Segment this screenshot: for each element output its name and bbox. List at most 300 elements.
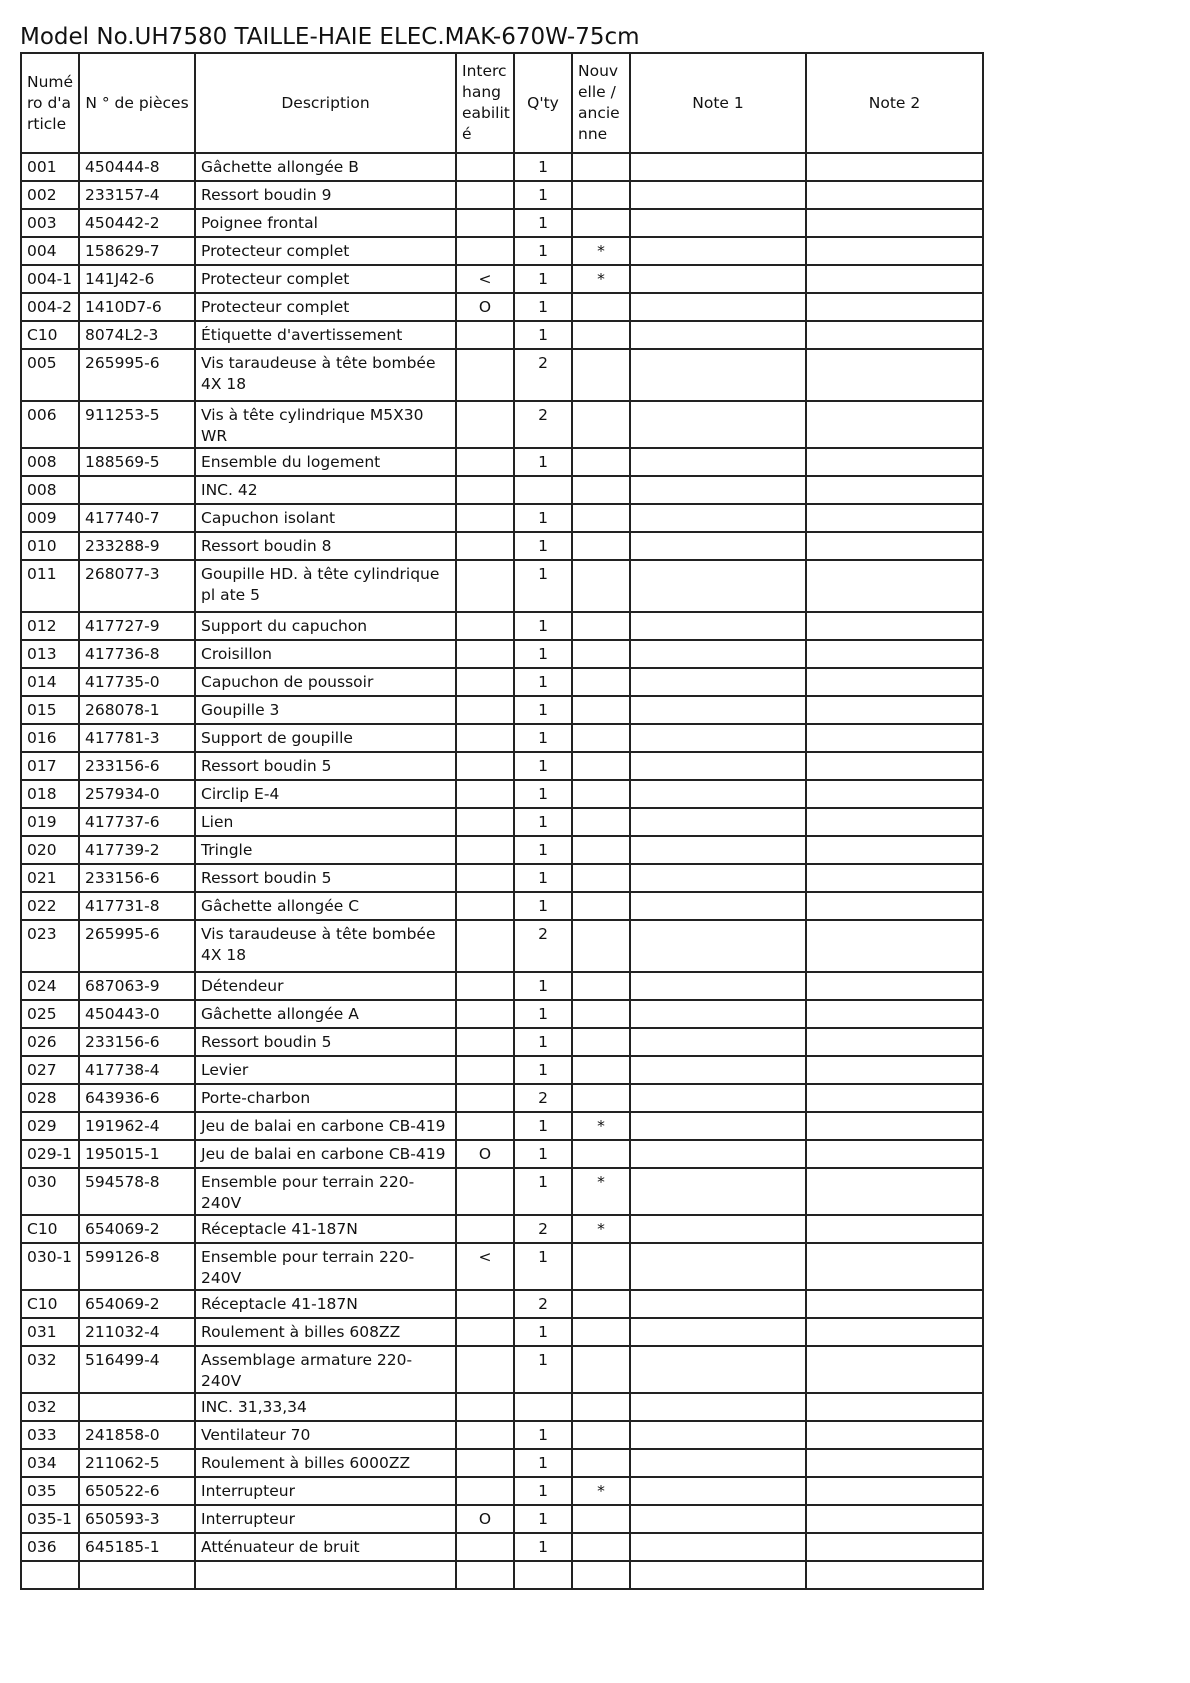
table-row xyxy=(21,209,983,237)
qty-cell: 1 xyxy=(514,1168,572,1215)
item-no-cell: 030 xyxy=(21,1168,79,1215)
item-no-cell: 031 xyxy=(21,1318,79,1346)
note-1-cell xyxy=(630,640,806,668)
description-cell: Protecteur complet xyxy=(195,237,456,265)
table-row xyxy=(21,1318,983,1346)
item-no-cell: 011 xyxy=(21,560,79,612)
note-1-cell xyxy=(630,349,806,401)
interchangeability-cell xyxy=(456,476,514,504)
part-no-cell: 233156-6 xyxy=(79,864,195,892)
qty-cell: 2 xyxy=(514,349,572,401)
qty-cell: 1 xyxy=(514,1533,572,1561)
note-2-cell xyxy=(806,153,983,181)
note-2-cell xyxy=(806,293,983,321)
table-row xyxy=(21,504,983,532)
interchangeability-cell: O xyxy=(456,293,514,321)
note-1-cell xyxy=(630,1084,806,1112)
new-old-cell xyxy=(572,1505,630,1533)
note-2-cell xyxy=(806,1290,983,1318)
note-1-cell xyxy=(630,1505,806,1533)
note-2-cell xyxy=(806,640,983,668)
item-no-cell: 029 xyxy=(21,1112,79,1140)
qty-cell: 2 xyxy=(514,401,572,448)
table-row xyxy=(21,1215,983,1243)
new-old-cell xyxy=(572,724,630,752)
table-row xyxy=(21,448,983,476)
interchangeability-cell xyxy=(456,153,514,181)
part-no-cell: 265995-6 xyxy=(79,349,195,401)
new-old-cell xyxy=(572,1533,630,1561)
interchangeability-cell: O xyxy=(456,1140,514,1168)
table-row xyxy=(21,237,983,265)
new-old-cell xyxy=(572,153,630,181)
new-old-cell xyxy=(572,920,630,972)
item-no-cell: 008 xyxy=(21,448,79,476)
interchangeability-cell xyxy=(456,972,514,1000)
item-no-cell: 029-1 xyxy=(21,1140,79,1168)
qty-cell: 1 xyxy=(514,668,572,696)
empty-cell xyxy=(630,1561,806,1589)
table-row xyxy=(21,836,983,864)
qty-cell: 1 xyxy=(514,1505,572,1533)
new-old-cell xyxy=(572,1028,630,1056)
note-2-cell xyxy=(806,612,983,640)
description-cell: Atténuateur de bruit xyxy=(195,1533,456,1561)
qty-cell: 1 xyxy=(514,640,572,668)
item-no-cell: 012 xyxy=(21,612,79,640)
item-no-cell: 021 xyxy=(21,864,79,892)
qty-cell: 1 xyxy=(514,1140,572,1168)
interchangeability-cell xyxy=(456,181,514,209)
part-no-cell: 195015-1 xyxy=(79,1140,195,1168)
interchangeability-cell: < xyxy=(456,1243,514,1290)
part-no-cell: 8074L2-3 xyxy=(79,321,195,349)
qty-cell: 1 xyxy=(514,864,572,892)
qty-cell: 1 xyxy=(514,1000,572,1028)
table-row xyxy=(21,612,983,640)
item-no-cell: 030-1 xyxy=(21,1243,79,1290)
note-1-cell xyxy=(630,237,806,265)
interchangeability-cell xyxy=(456,668,514,696)
part-no-cell: 141J42-6 xyxy=(79,265,195,293)
interchangeability-cell xyxy=(456,560,514,612)
new-old-cell xyxy=(572,532,630,560)
new-old-cell xyxy=(572,836,630,864)
note-2-cell xyxy=(806,1215,983,1243)
new-old-cell xyxy=(572,752,630,780)
part-no-cell xyxy=(79,476,195,504)
note-2-cell xyxy=(806,1421,983,1449)
item-no-cell: 015 xyxy=(21,696,79,724)
part-no-cell: 911253-5 xyxy=(79,401,195,448)
description-cell: INC. 31,33,34 xyxy=(195,1393,456,1421)
note-2-cell xyxy=(806,808,983,836)
note-2-cell xyxy=(806,920,983,972)
item-no-cell: 013 xyxy=(21,640,79,668)
new-old-cell xyxy=(572,1084,630,1112)
table-row xyxy=(21,1477,983,1505)
table-row xyxy=(21,1449,983,1477)
description-cell: Ressort boudin 5 xyxy=(195,1028,456,1056)
empty-cell xyxy=(514,1561,572,1589)
interchangeability-cell xyxy=(456,724,514,752)
part-no-cell: 191962-4 xyxy=(79,1112,195,1140)
note-2-cell xyxy=(806,836,983,864)
item-no-cell: 033 xyxy=(21,1421,79,1449)
note-1-cell xyxy=(630,1533,806,1561)
item-no-cell: 035-1 xyxy=(21,1505,79,1533)
note-2-cell xyxy=(806,1084,983,1112)
note-1-cell xyxy=(630,209,806,237)
interchangeability-cell xyxy=(456,1421,514,1449)
cutoff-row xyxy=(21,1561,983,1589)
item-no-cell: 023 xyxy=(21,920,79,972)
description-cell: Levier xyxy=(195,1056,456,1084)
note-2-cell xyxy=(806,1505,983,1533)
qty-cell: 1 xyxy=(514,1112,572,1140)
interchangeability-cell xyxy=(456,1477,514,1505)
qty-cell: 1 xyxy=(514,808,572,836)
interchangeability-cell xyxy=(456,864,514,892)
description-cell: Ressort boudin 9 xyxy=(195,181,456,209)
table-row xyxy=(21,1112,983,1140)
table-row xyxy=(21,1168,983,1215)
note-1-cell xyxy=(630,1477,806,1505)
note-2-cell xyxy=(806,1140,983,1168)
new-old-cell xyxy=(572,1421,630,1449)
interchangeability-cell xyxy=(456,237,514,265)
interchangeability-cell xyxy=(456,1533,514,1561)
new-old-cell xyxy=(572,209,630,237)
note-1-cell xyxy=(630,836,806,864)
table-row xyxy=(21,972,983,1000)
description-cell: Capuchon de poussoir xyxy=(195,668,456,696)
part-no-cell: 188569-5 xyxy=(79,448,195,476)
note-1-cell xyxy=(630,265,806,293)
interchangeability-cell xyxy=(456,532,514,560)
note-1-cell xyxy=(630,448,806,476)
item-no-cell: 022 xyxy=(21,892,79,920)
qty-cell: 1 xyxy=(514,265,572,293)
note-2-cell xyxy=(806,1346,983,1393)
table-row xyxy=(21,1243,983,1290)
new-old-cell: * xyxy=(572,265,630,293)
qty-cell: 1 xyxy=(514,612,572,640)
interchangeability-cell xyxy=(456,349,514,401)
note-2-cell xyxy=(806,1318,983,1346)
note-1-cell xyxy=(630,1000,806,1028)
empty-cell xyxy=(572,1561,630,1589)
qty-cell: 1 xyxy=(514,504,572,532)
qty-cell xyxy=(514,1393,572,1421)
qty-cell: 1 xyxy=(514,293,572,321)
part-no-cell: 268078-1 xyxy=(79,696,195,724)
qty-cell: 1 xyxy=(514,321,572,349)
note-1-cell xyxy=(630,808,806,836)
interchangeability-cell: O xyxy=(456,1505,514,1533)
part-no-cell: 417781-3 xyxy=(79,724,195,752)
note-2-cell xyxy=(806,560,983,612)
description-cell: Jeu de balai en carbone CB-419 xyxy=(195,1140,456,1168)
item-no-cell: 017 xyxy=(21,752,79,780)
description-cell: Lien xyxy=(195,808,456,836)
note-2-cell xyxy=(806,349,983,401)
interchangeability-cell xyxy=(456,1215,514,1243)
note-2-cell xyxy=(806,1533,983,1561)
table-row xyxy=(21,1505,983,1533)
note-2-cell xyxy=(806,724,983,752)
qty-cell: 1 xyxy=(514,532,572,560)
description-cell: Roulement à billes 608ZZ xyxy=(195,1318,456,1346)
empty-cell xyxy=(79,1561,195,1589)
part-no-cell: 417740-7 xyxy=(79,504,195,532)
table-row xyxy=(21,265,983,293)
description-cell: Étiquette d'avertissement xyxy=(195,321,456,349)
description-cell: Assemblage armature 220-240V xyxy=(195,1346,456,1393)
qty-cell: 1 xyxy=(514,237,572,265)
new-old-cell: * xyxy=(572,1477,630,1505)
qty-cell: 1 xyxy=(514,752,572,780)
new-old-cell xyxy=(572,1243,630,1290)
item-no-cell: 009 xyxy=(21,504,79,532)
interchangeability-cell xyxy=(456,696,514,724)
new-old-cell: * xyxy=(572,237,630,265)
note-2-cell xyxy=(806,504,983,532)
description-cell: Support de goupille xyxy=(195,724,456,752)
note-1-cell xyxy=(630,1290,806,1318)
new-old-cell xyxy=(572,612,630,640)
new-old-cell xyxy=(572,560,630,612)
note-2-cell xyxy=(806,696,983,724)
header-part-no: N ° de pièces xyxy=(79,53,195,153)
qty-cell xyxy=(514,476,572,504)
qty-cell: 2 xyxy=(514,920,572,972)
interchangeability-cell xyxy=(456,504,514,532)
note-1-cell xyxy=(630,724,806,752)
new-old-cell: * xyxy=(572,1215,630,1243)
note-2-cell xyxy=(806,972,983,1000)
item-no-cell: 028 xyxy=(21,1084,79,1112)
part-no-cell: 211062-5 xyxy=(79,1449,195,1477)
description-cell: Vis taraudeuse à tête bombée 4X 18 xyxy=(195,920,456,972)
note-2-cell xyxy=(806,1112,983,1140)
part-no-cell: 257934-0 xyxy=(79,780,195,808)
item-no-cell: 006 xyxy=(21,401,79,448)
note-2-cell xyxy=(806,1056,983,1084)
new-old-cell xyxy=(572,1056,630,1084)
table-row xyxy=(21,1290,983,1318)
item-no-cell: 020 xyxy=(21,836,79,864)
note-1-cell xyxy=(630,321,806,349)
new-old-cell xyxy=(572,181,630,209)
table-row xyxy=(21,1056,983,1084)
interchangeability-cell xyxy=(456,1168,514,1215)
qty-cell: 1 xyxy=(514,1318,572,1346)
part-no-cell: 211032-4 xyxy=(79,1318,195,1346)
new-old-cell xyxy=(572,476,630,504)
table-row xyxy=(21,560,983,612)
part-no-cell: 233288-9 xyxy=(79,532,195,560)
table-row xyxy=(21,1000,983,1028)
table-row xyxy=(21,181,983,209)
qty-cell: 2 xyxy=(514,1084,572,1112)
table-row xyxy=(21,892,983,920)
part-no-cell: 417738-4 xyxy=(79,1056,195,1084)
header-description: Description xyxy=(195,53,456,153)
table-row xyxy=(21,1084,983,1112)
part-no-cell: 450443-0 xyxy=(79,1000,195,1028)
interchangeability-cell xyxy=(456,836,514,864)
table-row xyxy=(21,724,983,752)
description-cell: Gâchette allongée B xyxy=(195,153,456,181)
part-no-cell: 650593-3 xyxy=(79,1505,195,1533)
part-no-cell: 516499-4 xyxy=(79,1346,195,1393)
description-cell: Capuchon isolant xyxy=(195,504,456,532)
qty-cell: 1 xyxy=(514,153,572,181)
new-old-cell xyxy=(572,1393,630,1421)
item-no-cell: 027 xyxy=(21,1056,79,1084)
header-note-2: Note 2 xyxy=(806,53,983,153)
description-cell: Ensemble pour terrain 220-240V xyxy=(195,1243,456,1290)
qty-cell: 1 xyxy=(514,780,572,808)
item-no-cell: 025 xyxy=(21,1000,79,1028)
interchangeability-cell xyxy=(456,1028,514,1056)
description-cell: Interrupteur xyxy=(195,1505,456,1533)
note-1-cell xyxy=(630,920,806,972)
note-1-cell xyxy=(630,696,806,724)
description-cell: Protecteur complet xyxy=(195,293,456,321)
note-1-cell xyxy=(630,892,806,920)
interchangeability-cell xyxy=(456,1056,514,1084)
table-row xyxy=(21,476,983,504)
note-1-cell xyxy=(630,1421,806,1449)
note-1-cell xyxy=(630,1168,806,1215)
item-no-cell: 004-1 xyxy=(21,265,79,293)
qty-cell: 1 xyxy=(514,1421,572,1449)
new-old-cell xyxy=(572,1449,630,1477)
item-no-cell: 002 xyxy=(21,181,79,209)
header-qty: Q'ty xyxy=(514,53,572,153)
item-no-cell: 036 xyxy=(21,1533,79,1561)
note-1-cell xyxy=(630,668,806,696)
note-1-cell xyxy=(630,1393,806,1421)
note-2-cell xyxy=(806,1243,983,1290)
part-no-cell: 417735-0 xyxy=(79,668,195,696)
note-1-cell xyxy=(630,504,806,532)
new-old-cell xyxy=(572,448,630,476)
qty-cell: 1 xyxy=(514,209,572,237)
interchangeability-cell xyxy=(456,448,514,476)
item-no-cell: C10 xyxy=(21,1215,79,1243)
item-no-cell: 016 xyxy=(21,724,79,752)
new-old-cell xyxy=(572,696,630,724)
interchangeability-cell xyxy=(456,920,514,972)
table-row xyxy=(21,864,983,892)
qty-cell: 1 xyxy=(514,448,572,476)
empty-cell xyxy=(456,1561,514,1589)
new-old-cell xyxy=(572,1290,630,1318)
table-row xyxy=(21,808,983,836)
new-old-cell xyxy=(572,668,630,696)
note-1-cell xyxy=(630,972,806,1000)
qty-cell: 1 xyxy=(514,181,572,209)
new-old-cell xyxy=(572,640,630,668)
note-1-cell xyxy=(630,612,806,640)
header-interchangeability: Interc hang eabilit é xyxy=(456,53,514,153)
note-1-cell xyxy=(630,1346,806,1393)
item-no-cell: 004-2 xyxy=(21,293,79,321)
table-row xyxy=(21,1140,983,1168)
new-old-cell: * xyxy=(572,1168,630,1215)
note-1-cell xyxy=(630,1028,806,1056)
qty-cell: 1 xyxy=(514,972,572,1000)
description-cell: Circlip E-4 xyxy=(195,780,456,808)
item-no-cell: 032 xyxy=(21,1393,79,1421)
part-no-cell: 417737-6 xyxy=(79,808,195,836)
table-row xyxy=(21,1393,983,1421)
table-row xyxy=(21,640,983,668)
table-row xyxy=(21,401,983,448)
description-cell: Goupille 3 xyxy=(195,696,456,724)
new-old-cell xyxy=(572,293,630,321)
part-no-cell: 417739-2 xyxy=(79,836,195,864)
table-row xyxy=(21,532,983,560)
new-old-cell xyxy=(572,1000,630,1028)
note-2-cell xyxy=(806,476,983,504)
interchangeability-cell xyxy=(456,401,514,448)
note-1-cell xyxy=(630,476,806,504)
description-cell: Ressort boudin 5 xyxy=(195,864,456,892)
description-cell: Gâchette allongée C xyxy=(195,892,456,920)
item-no-cell: 035 xyxy=(21,1477,79,1505)
description-cell: Ensemble du logement xyxy=(195,448,456,476)
description-cell: Ressort boudin 5 xyxy=(195,752,456,780)
note-1-cell xyxy=(630,780,806,808)
item-no-cell: 019 xyxy=(21,808,79,836)
part-no-cell: 654069-2 xyxy=(79,1215,195,1243)
note-2-cell xyxy=(806,752,983,780)
interchangeability-cell xyxy=(456,321,514,349)
description-cell: Vis à tête cylindrique M5X30 WR xyxy=(195,401,456,448)
note-1-cell xyxy=(630,560,806,612)
table-row xyxy=(21,668,983,696)
new-old-cell xyxy=(572,321,630,349)
item-no-cell: 014 xyxy=(21,668,79,696)
part-no-cell: 654069-2 xyxy=(79,1290,195,1318)
description-cell: Goupille HD. à tête cylindrique pl ate 5 xyxy=(195,560,456,612)
description-cell: Jeu de balai en carbone CB-419 xyxy=(195,1112,456,1140)
note-1-cell xyxy=(630,181,806,209)
note-1-cell xyxy=(630,1056,806,1084)
part-no-cell: 643936-6 xyxy=(79,1084,195,1112)
parts-table-body xyxy=(21,153,983,1589)
qty-cell: 1 xyxy=(514,836,572,864)
item-no-cell: 005 xyxy=(21,349,79,401)
new-old-cell xyxy=(572,1346,630,1393)
document-title: Model No.UH7580 TAILLE-HAIE ELEC.MAK-670W-75cm xyxy=(20,24,640,50)
table-row xyxy=(21,696,983,724)
part-no-cell: 417736-8 xyxy=(79,640,195,668)
description-cell: Réceptacle 41-187N xyxy=(195,1290,456,1318)
qty-cell: 1 xyxy=(514,696,572,724)
qty-cell: 1 xyxy=(514,892,572,920)
note-2-cell xyxy=(806,668,983,696)
note-1-cell xyxy=(630,1112,806,1140)
interchangeability-cell xyxy=(456,892,514,920)
qty-cell: 2 xyxy=(514,1215,572,1243)
table-row xyxy=(21,1346,983,1393)
description-cell: Ensemble pour terrain 220-240V xyxy=(195,1168,456,1215)
